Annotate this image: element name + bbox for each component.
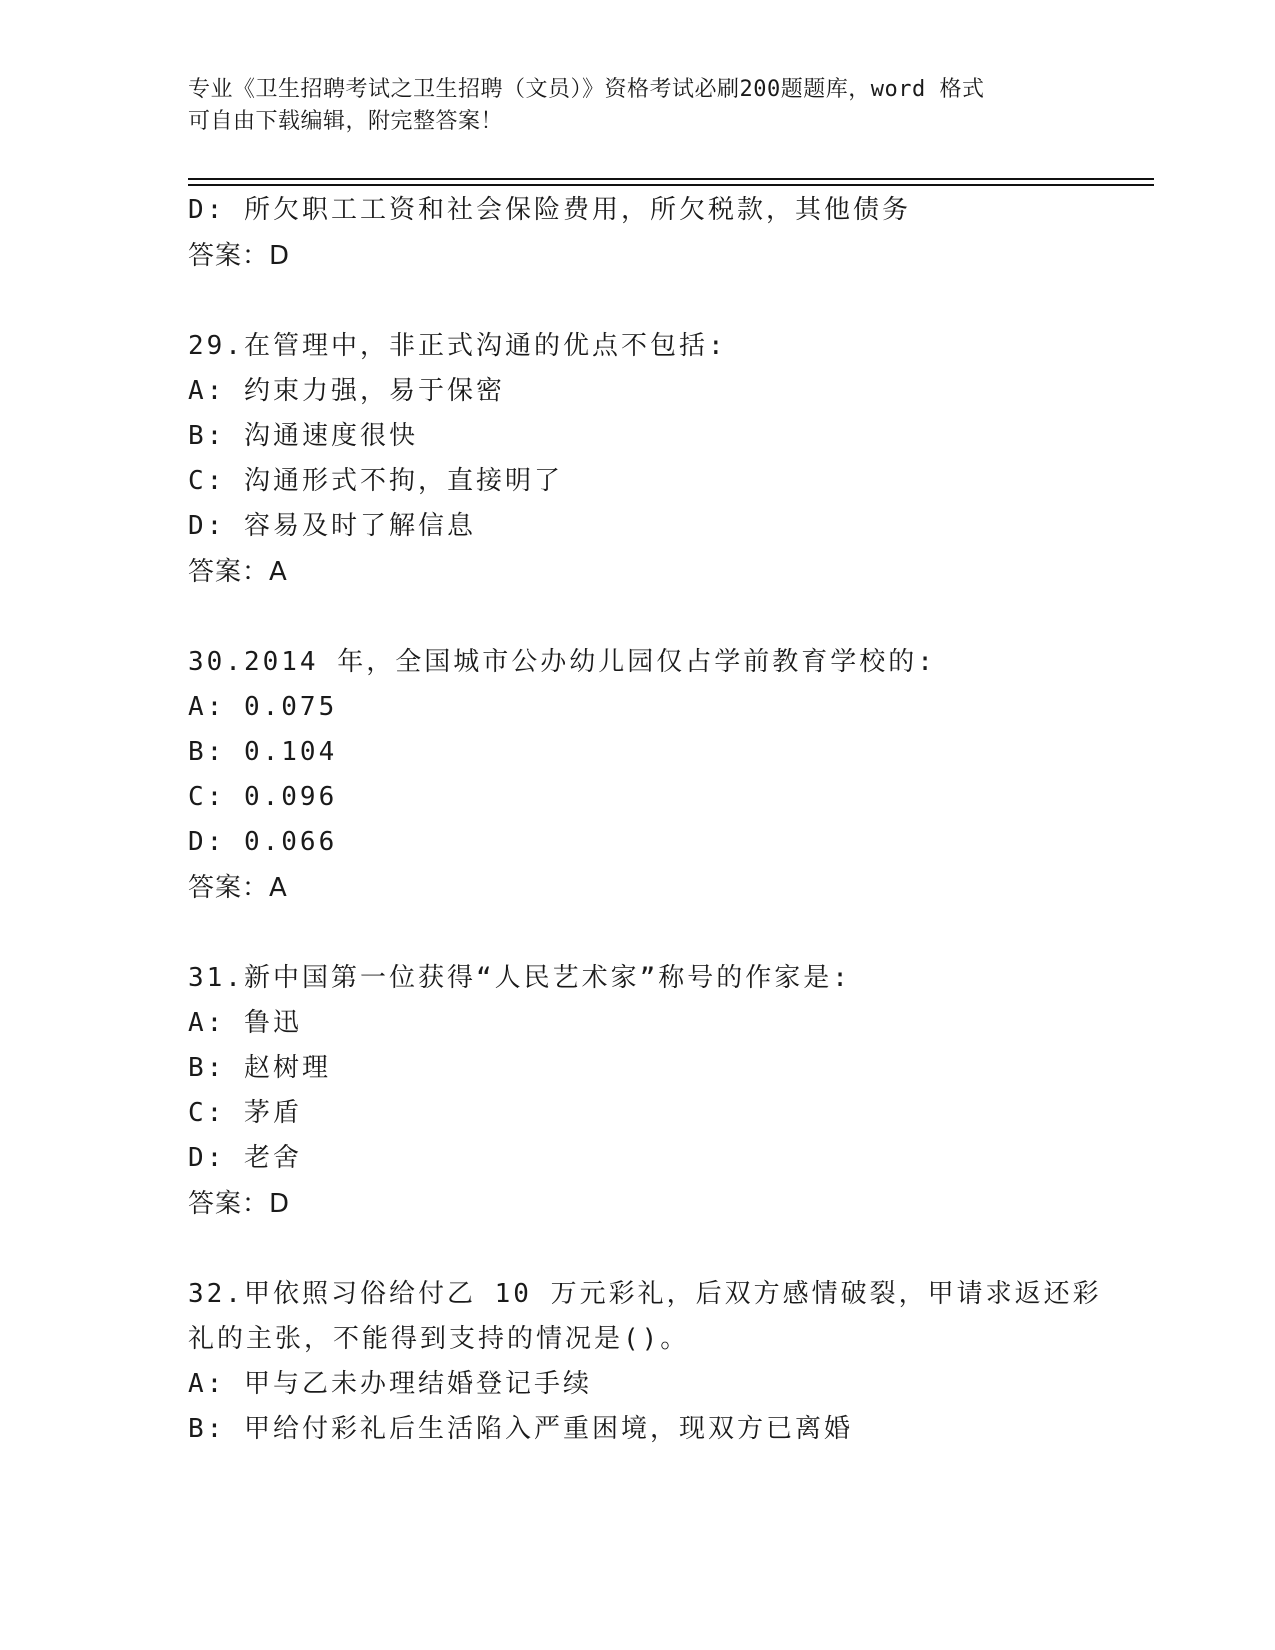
header-divider-top [188, 178, 1154, 180]
option-d: D: 所欠职工工资和社会保险费用，所欠税款，其他债务 [188, 195, 911, 225]
question-text: 29.在管理中，非正式沟通的优点不包括: [188, 331, 727, 361]
option-b: B: 0.104 [188, 737, 338, 767]
question-30 [188, 640, 1088, 911]
option-c: C: 沟通形式不拘，直接明了 [188, 466, 563, 496]
question-text-line-2: 礼的主张，不能得到支持的情况是()。 [188, 1324, 690, 1354]
option-d: D: 容易及时了解信息 [188, 511, 476, 541]
question-32 [188, 1272, 1102, 1452]
header-divider-bottom [188, 184, 1154, 186]
answer: 答案：D [188, 1189, 291, 1219]
answer: 答案：A [188, 557, 288, 587]
question-29 [188, 324, 1088, 595]
option-c: C: 0.096 [188, 782, 338, 812]
question-text: 30.2014 年，全国城市公办幼儿园仅占学前教育学校的: [188, 647, 936, 677]
option-a: A: 鲁迅 [188, 1008, 302, 1038]
option-b: B: 赵树理 [188, 1053, 331, 1083]
header-title-line-2: 可自由下载编辑，附完整答案！ [188, 109, 504, 134]
option-c: C: 茅盾 [188, 1098, 302, 1128]
question-28 [188, 188, 1088, 279]
option-b: B: 甲给付彩礼后生活陷入严重困境，现双方已离婚 [188, 1414, 853, 1444]
document-header [188, 74, 1088, 138]
answer: 答案：D [188, 241, 291, 271]
question-list [188, 188, 1102, 1452]
spacer [188, 595, 1088, 640]
option-a: A: 0.075 [188, 692, 338, 722]
spacer [188, 279, 1088, 324]
option-a: A: 甲与乙未办理结婚登记手续 [188, 1369, 592, 1399]
question-text-line-1: 32.甲依照习俗给付乙 10 万元彩礼，后双方感情破裂，甲请求返还彩 [188, 1279, 1102, 1309]
option-d: D: 老舍 [188, 1143, 302, 1173]
answer: 答案：A [188, 873, 288, 903]
question-31 [188, 956, 1088, 1227]
spacer [188, 911, 1088, 956]
option-d: D: 0.066 [188, 827, 338, 857]
question-text: 31.新中国第一位获得“人民艺术家”称号的作家是: [188, 963, 851, 993]
option-b: B: 沟通速度很快 [188, 421, 418, 451]
option-a: A: 约束力强，易于保密 [188, 376, 505, 406]
header-title-line-1: 专业《卫生招聘考试之卫生招聘（文员）》资格考试必刷200题题库，word 格式 [188, 77, 985, 102]
spacer [188, 1227, 1088, 1272]
